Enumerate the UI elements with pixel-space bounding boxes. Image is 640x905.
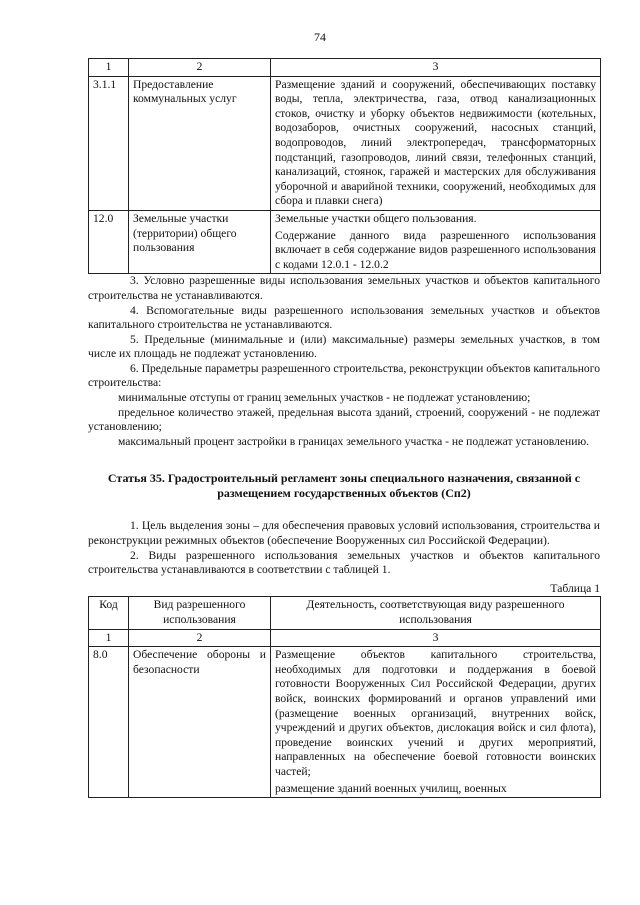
paragraph-permitted-uses: 2. Виды разрешенного использования земельных участков и объектов капитального строительства устанавливаются в соответствии с таблицей 1.: [88, 548, 600, 577]
table-row: [89, 76, 601, 210]
header-col-1: 1: [89, 59, 129, 77]
row-description-line-1: Размещение объектов капитального строительства, необходимых для подготовки и поддержания в боевой готовности Вооруженных Сил Российской Федерации, других войск, воинских формирований и органов управлений ими (размещение военных организаций, внутренних войск, учреждений и других объектов, дислокация войск и сил флота), проведение воинских учений и других мероприятий, направленных на обеспечение боевой готовности воинских частей;: [275, 648, 596, 778]
table-row: [89, 647, 601, 798]
row-use-type: Обеспечение обороны и безопасности: [129, 647, 271, 798]
table-header-numbers: [89, 629, 601, 647]
table-caption: Таблица 1: [550, 581, 600, 595]
paragraph-conditional-uses: 3. Условно разрешенные виды использования земельных участков и объектов капитального строительства не устанавливаются.: [88, 274, 600, 302]
paragraph-construction-params: 6. Предельные параметры разрешенного строительства, реконструкции объектов капитального строительства:: [88, 361, 600, 390]
row-description-line-2: размещение зданий военных училищ, военных: [275, 781, 507, 795]
row-use-type: Предоставление коммунальных услуг: [129, 76, 271, 210]
row-description: Размещение зданий и сооружений, обеспечивающих поставку воды, тепла, электричества, газа, отвод канализационных стоков, очистку и уборку объектов недвижимости (котельных, водозаборов, очистных сооружений, насосных станций, водопроводов, линий электропередач, трансформаторных подстанций, газопроводов, линий связи, телефонных станций, канализаций, стоянок, гаражей и мастерских для обслуживания уборочной и аварийной техники, сооружений, необходимых для сбора и плавки снега): [271, 76, 601, 210]
header-use-type: Вид разрешенного использования: [129, 597, 271, 629]
header-num-2: 2: [129, 629, 271, 647]
row-code: 12.0: [89, 210, 129, 273]
page-content: [88, 58, 600, 798]
paragraph-plot-sizes: 5. Предельные (минимальные и (или) максимальные) размеры земельных участков, в том числе их площадь не подлежат установлению.: [88, 332, 600, 361]
paragraph-max-floors: предельное количество этажей, предельная высота зданий, строений, сооружений - не подлежат установлению;: [88, 405, 600, 434]
table-header-numbers: [89, 59, 601, 77]
row-code: 3.1.1: [89, 76, 129, 210]
paragraph-min-setbacks: минимальные отступы от границ земельных участков - не подлежат установлению;: [118, 391, 531, 405]
paragraph-zone-purpose: 1. Цель выделения зоны – для обеспечения правовых условий использования, строительства и реконструкции режимных объектов (обеспечение Вооруженных сил Российской Федерации).: [88, 519, 600, 548]
paragraph-max-coverage: максимальный процент застройки в границах земельного участка - не подлежат установлению.: [118, 434, 590, 448]
table-header: [89, 597, 601, 629]
row-description-line-1: Земельные участки общего пользования.: [275, 211, 477, 225]
row-code: 8.0: [89, 647, 129, 798]
permitted-uses-table: [88, 596, 601, 798]
row-description-line-2: Содержание данного вида разрешенного использования включает в себя содержание видов разрешенного использования с кодами 12.0.1 - 12.0.2: [275, 228, 596, 271]
row-description: [271, 647, 601, 798]
table-row: [89, 210, 601, 273]
header-activity: Деятельность, соответствующая виду разрешенного использования: [271, 597, 601, 629]
paragraph-auxiliary-uses: 4. Вспомогательные виды разрешенного использования земельных участков и объектов капитального строительства не устанавливаются.: [88, 303, 600, 332]
header-code: Код: [89, 597, 129, 629]
header-num-1: 1: [89, 629, 129, 647]
article-title: Статья 35. Градостроительный регламент зоны специального назначения, связанной с размещением государственных объектов (Сп2): [107, 471, 581, 501]
regulation-table-continued: [88, 58, 601, 274]
page-number: 74: [314, 30, 326, 44]
header-col-2: 2: [129, 59, 271, 77]
header-num-3: 3: [271, 629, 601, 647]
row-description: [271, 210, 601, 273]
row-use-type: Земельные участки (территории) общего пользования: [129, 210, 271, 273]
header-col-3: 3: [271, 59, 601, 77]
